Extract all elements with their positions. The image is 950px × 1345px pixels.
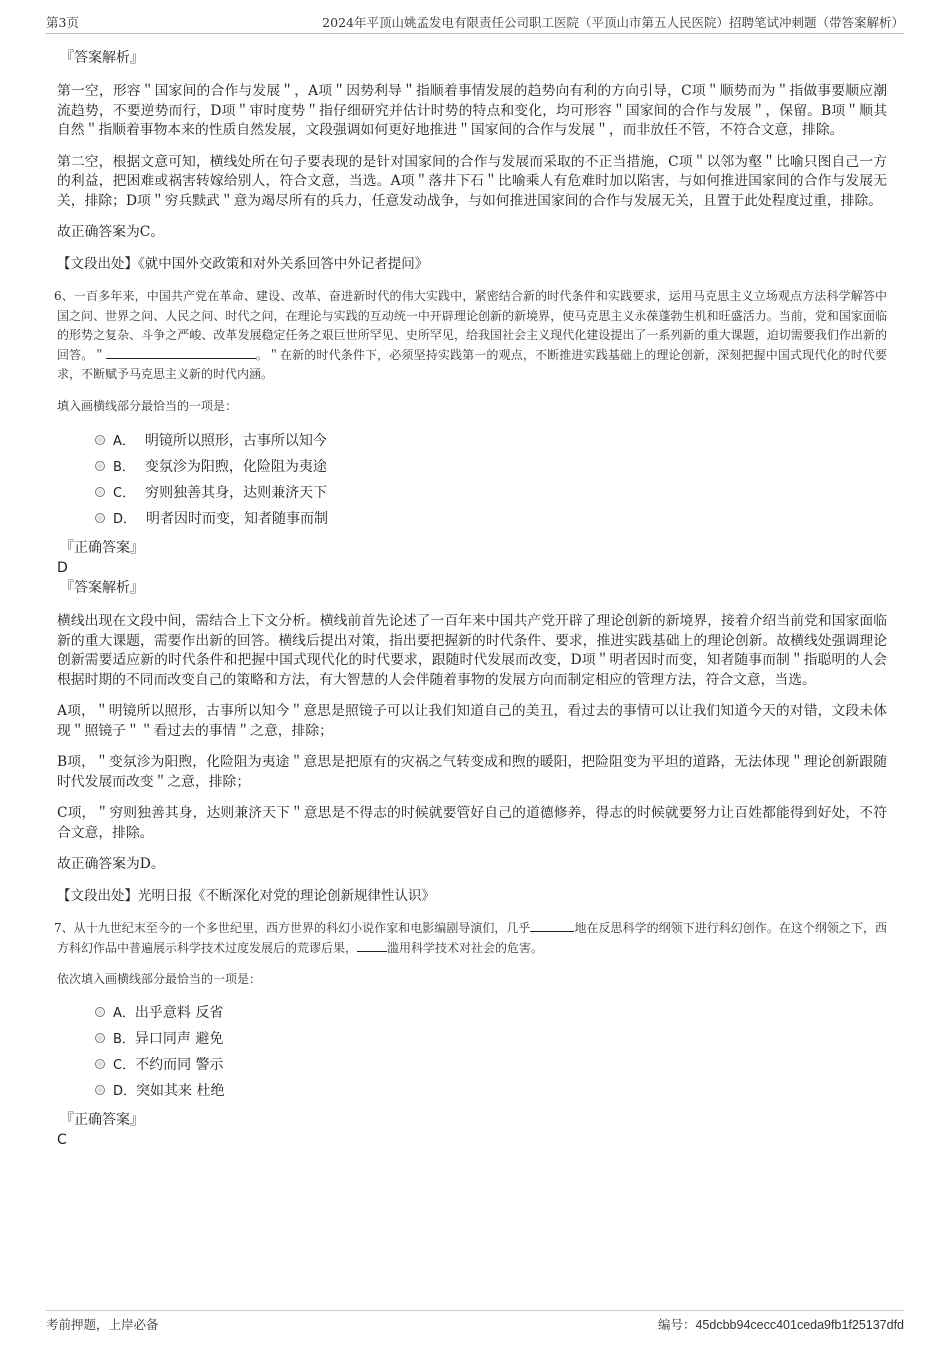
q5-analysis-label: 『答案解析』: [60, 50, 144, 66]
page-header: [46, 13, 904, 34]
q6-stem: [54, 287, 887, 385]
q5-conclusion: 故正确答案为C。: [57, 224, 165, 240]
question-7: [54, 919, 887, 1150]
radio-icon[interactable]: [95, 1007, 105, 1017]
q6-stem-part-a: 一百多年来，中国共产党在革命、建设、改革、奋进新时代的伟大实践中，紧密结合新的时代条件和实践要求，运用马克思主义立场观点方法科学解答中国之问、世界之问、人民之问、时代之问，在理论与实践的互动统一中开辟理论创新的新境界，使马克思主义永葆蓬勃生机和旺盛活力。当前，党和国家面临的形势之复杂、斗争之严峻、改革发展稳定任务之艰巨世所罕见、史所罕见，给我国社会主义现代化建设提出了一系列新的重大课题，迫切需要我们作出新的回答。＂: [57, 289, 887, 362]
q7-stem: [54, 919, 887, 958]
q7-stem-part-b: 地在反思科学的纲领下进行科幻创作。在这个纲领之下，西方科幻作品中普遍展示科学技术过度发展后的荒谬后果，: [57, 921, 887, 955]
q6-options: [95, 428, 887, 532]
q7-options: [95, 1000, 887, 1104]
q6-conclusion: 故正确答案为D。: [57, 856, 165, 872]
q7-answer: C: [57, 1131, 67, 1148]
q6-source: 【文段出处】光明日报《不断深化对党的理论创新规律性认识》: [57, 887, 435, 904]
radio-icon[interactable]: [95, 513, 105, 523]
q6-option-c[interactable]: C． 穷则独善其身，达则兼济天下: [95, 480, 887, 506]
document-code: 编号：45dcbb94cecc401ceda9fb1f25137dfd: [657, 1317, 904, 1332]
q6-prompt: 填入画横线部分最恰当的一项是：: [57, 398, 238, 413]
q6-analysis-label: 『答案解析』: [60, 580, 144, 596]
radio-icon[interactable]: [95, 461, 105, 471]
radio-icon[interactable]: [95, 487, 105, 497]
q6-blank: [106, 346, 256, 359]
q7-option-c[interactable]: C．不约而同 警示: [95, 1052, 887, 1078]
page-number: 第3页: [46, 15, 79, 30]
radio-icon[interactable]: [95, 1085, 105, 1095]
q7-stem-part-c: 滥用科学技术对社会的危害。: [387, 940, 544, 955]
q7-option-a[interactable]: A．出乎意料 反省: [95, 1000, 887, 1026]
radio-icon[interactable]: [95, 1033, 105, 1043]
q6-option-b[interactable]: B． 变氛沴为阳煦，化险阻为夷途: [95, 454, 887, 480]
q6-answer: D: [57, 560, 68, 576]
q6-analysis-paragraph: B项，＂变氛沴为阳煦，化险阻为夷途＂意思是把原有的灾祸之气转变成和煦的暖阳，把险阻变为平坦的道路，无法体现＂理论创新跟随时代发展而改变＂之意，排除；: [57, 754, 887, 790]
q5-source: 【文段出处】《就中国外交政策和对外关系回答中外记者提问》: [57, 255, 429, 272]
q7-stem-part-a: 从十九世纪末至今的一个多世纪里，西方世界的科幻小说作家和电影编剧导演们，几乎: [73, 921, 531, 935]
page-footer: [46, 1310, 904, 1334]
q5-analysis-paragraph: 第二空，根据文意可知，横线处所在句子要表现的是针对国家间的合作与发展而采取的不正当措施，C项＂以邻为壑＂比喻只图自己一方的利益，把困难或祸害转嫁给别人，符合文意，当选。A项＂落井下石＂比喻乘人有危难时加以陷害，与如何推进国家间的合作与发展无关，排除；D项＂穷兵黩武＂意为竭尽所有的兵力，任意发动战争，与如何推进国家间的合作与发展无关，且置于此处程度过重，排除。: [57, 153, 887, 209]
q7-blank-1: [530, 919, 574, 932]
q5-analysis-block: [57, 48, 887, 274]
q7-option-b[interactable]: B．异口同声 避免: [95, 1026, 887, 1052]
q6-answer-label: 『正确答案』: [60, 540, 144, 556]
q7-blank-2: [357, 939, 387, 952]
q6-analysis-paragraph: A项，＂明镜所以照形，古事所以知今＂意思是照镜子可以让我们知道自己的美丑，看过去的事情可以让我们知道今天的对错，文段未体现＂照镜子＂＂看过去的事情＂之意，排除；: [57, 703, 887, 739]
q6-analysis-paragraph: 横线出现在文段中间，需结合上下文分析。横线前首先论述了一百年来中国共产党开辟了理论创新的新境界，接着介绍当前党和国家面临新的重大课题，需要作出新的回答。横线后提出对策，指出要把握新的时代条件、要求，推进实践基础上的理论创新。故横线处强调理论创新需要适应新的时代条件和把握中国式现代化的时代要求，跟随时代发展而改变，D项＂明者因时而变，知者随事而制＂指聪明的人会根据时期的不同而改变自己的策略和方法，有大智慧的人会伴随着事物的发展方向而制定相应的管理方法，符合文意，当选。: [57, 613, 887, 688]
q6-number: 6、: [54, 289, 74, 303]
document-body: [54, 44, 887, 1150]
q7-option-d[interactable]: D．突如其来 杜绝: [95, 1078, 887, 1104]
q6-option-d[interactable]: D． 明者因时而变，知者随事而制: [95, 506, 887, 532]
q7-prompt: 依次填入画横线部分最恰当的一项是：: [57, 972, 262, 986]
q5-analysis-paragraph: 第一空，形容＂国家间的合作与发展＂，A项＂因势利导＂指顺着事情发展的趋势向有利的方向引导，C项＂顺势而为＂指做事要顺应潮流趋势，不要逆势而行，D项＂审时度势＂指仔细研究并估计时势的特点和变化，均可形容＂国家间的合作与发展＂，保留。B项＂顺其自然＂指顺着事物本来的性质自然发展，文段强调如何更好地推进＂国家间的合作与发展＂，而非放任不管，不符合文意，排除。: [57, 83, 887, 138]
radio-icon[interactable]: [95, 1059, 105, 1069]
q6-option-a[interactable]: A． 明镜所以照形，古事所以知今: [95, 428, 887, 454]
q7-number: 7、: [54, 921, 74, 935]
document-title: 2024年平顶山姚孟发电有限责任公司职工医院（平顶山市第五人民医院）招聘笔试冲刺题（带答案解析）: [322, 15, 904, 30]
radio-icon[interactable]: [95, 435, 105, 445]
question-6: [54, 287, 887, 906]
footer-slogan: 考前押题，上岸必备: [46, 1317, 159, 1332]
q6-analysis-paragraph: C项，＂穷则独善其身，达则兼济天下＂意思是不得志的时候就要管好自己的道德修养，得志的时候就要努力让百姓都能得到好处，不符合文意，排除。: [57, 805, 887, 841]
q7-answer-label: 『正确答案』: [60, 1111, 144, 1128]
q6-stem-part-b: 。＂在新的时代条件下，必须坚持实践第一的观点，不断推进实践基础上的理论创新，深刻把握中国式现代化的时代要求，不断赋予马克思主义新的时代内涵。: [57, 347, 887, 381]
